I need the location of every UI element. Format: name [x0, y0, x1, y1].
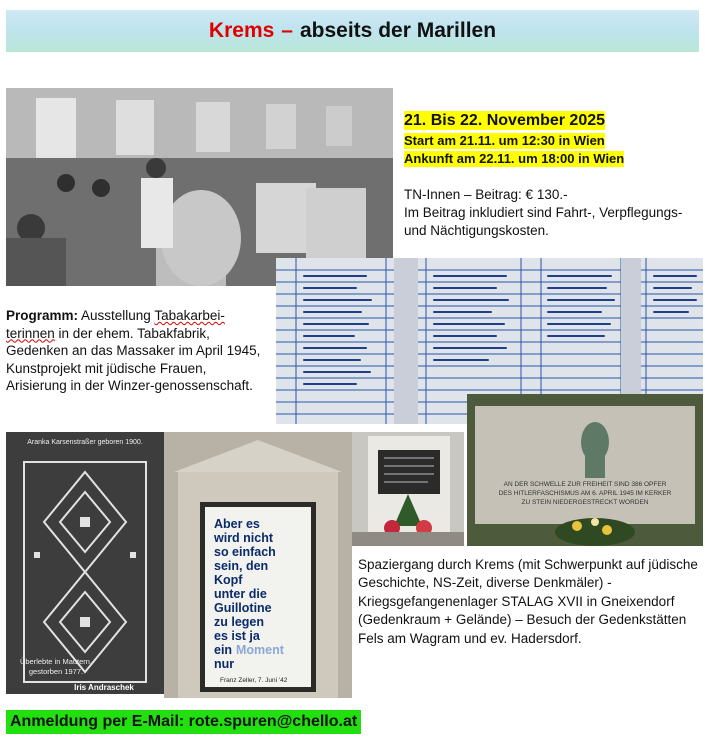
- carpet-bottom-text-1: Überlebte in Mautern.: [19, 657, 93, 666]
- program-label: Programm:: [6, 308, 79, 323]
- event-arrival: Ankunft am 22.11. um 18:00 in Wien: [404, 151, 625, 166]
- photo-memorial-stone: [352, 432, 464, 546]
- svg-text:Aber es: Aber es: [214, 517, 260, 531]
- svg-text:Moment: Moment: [236, 643, 284, 657]
- photo-carpet-artwork: [6, 432, 164, 694]
- svg-text:Kopf: Kopf: [214, 573, 243, 587]
- carpet-credit: Iris Andraschek: [74, 683, 134, 692]
- carpet-bottom-text-2: gestorben 1977.: [28, 667, 84, 676]
- program-description: Programm: Ausstellung Tabakarbei-terinnen in der ehem. Tabakfabrik, Gedenken an das Massaker im April 1945, Kunstprojekt mit jüdische Frauen, Arisierung in der Winzer-genossenschaft.: [6, 308, 261, 394]
- svg-text:Guillotine: Guillotine: [214, 601, 272, 615]
- program-exhibition: Tabakarbei-terinnen: [6, 308, 225, 341]
- walk-description: Spaziergang durch Krems (mit Schwerpunkt auf jüdische Geschichte, NS-Zeit, diverse Denkmäler) - Kriegsgefangenenlager STALAG XVII in Gneixendorf (Gedenkraum + Gelände) – Besuch der Gedenkstätten Fels am Wagram und ev. Hadersdorf.: [358, 557, 698, 646]
- memorial-inscription-3: ZU STEIN NIEDERGESTRECKT WORDEN: [521, 499, 649, 506]
- svg-text:nur: nur: [214, 657, 235, 671]
- svg-text:so einfach: so einfach: [214, 545, 276, 559]
- fee-info: [404, 186, 700, 239]
- svg-text:sein, den: sein, den: [214, 559, 269, 573]
- header-banner: [6, 10, 699, 52]
- registration-email[interactable]: Anmeldung per E-Mail: rote.spuren@chello.at: [6, 710, 361, 734]
- svg-text:zu legen: zu legen: [214, 615, 265, 629]
- event-date-title: 21. Bis 22. November 2025: [404, 112, 606, 129]
- event-start: Start am 21.11. um 12:30 in Wien: [404, 133, 605, 148]
- svg-text:es ist ja: es ist ja: [214, 629, 260, 643]
- memorial-inscription-2: DES HITLERFASCHISMUS AM 6. APRIL 1945 IM KERKER: [498, 490, 672, 497]
- carpet-top-text: Aranka Karsenstraßer geboren 1900.: [27, 439, 143, 446]
- photo-memorial-bust: [467, 394, 703, 546]
- header-city: Krems: [208, 19, 275, 42]
- header-separator: –: [281, 19, 293, 42]
- fee-amount: TN-Innen – Beitrag: € 130.-: [404, 187, 568, 202]
- fee-included: Im Beitrag inkludiert sind Fahrt-, Verpflegungs- und Nächtigungskosten.: [404, 204, 683, 238]
- photo-memorial-sign: [164, 432, 352, 698]
- svg-text:ein: ein: [214, 643, 233, 657]
- header-subtitle: abseits der Marillen: [299, 19, 497, 42]
- memorial-inscription-1: AN DER SCHWELLE ZUR FREIHEIT SIND 386 OPFER: [503, 481, 667, 488]
- photo-factory-workers: [6, 88, 393, 286]
- sign-author: Franz Zeller, 7. Juni '42: [220, 677, 288, 684]
- svg-text:unter die: unter die: [214, 587, 267, 601]
- svg-text:wird nicht: wird nicht: [214, 531, 274, 545]
